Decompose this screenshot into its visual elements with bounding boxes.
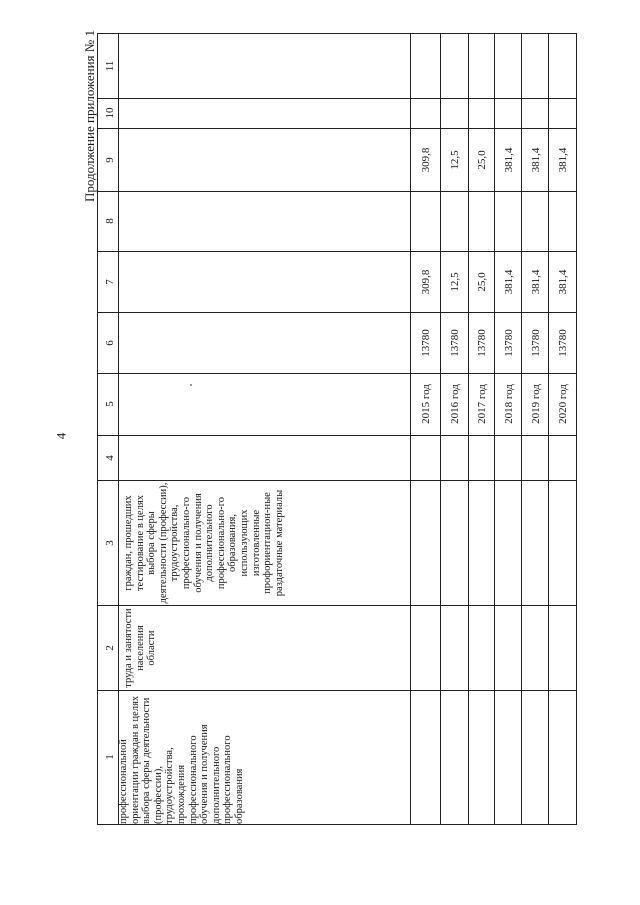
value-cell-col9: 25,0: [476, 150, 488, 170]
header-col-10: 10: [104, 107, 116, 119]
year-cell: 2019 год: [530, 384, 542, 424]
value-cell-col6: 13780: [449, 329, 461, 357]
header-col-9: 9: [104, 157, 116, 163]
value-cell-col7: 381,4: [530, 269, 542, 295]
value-cell-col7: 381,4: [557, 269, 569, 295]
header-col-3: 3: [104, 540, 116, 546]
header-col-7: 7: [104, 279, 116, 285]
value-cell-col6: 13780: [530, 329, 542, 357]
header-col-4: 4: [104, 455, 116, 461]
year-cell: 2016 год: [449, 384, 461, 424]
value-cell-col9: 12,5: [449, 150, 461, 170]
cell-col3-main: граждан, прошедших тестирование в целях выбора сферы деятельности (профессии), трудоустройства, профессионально-го обучения и получения дополнительного профессионально-го образования, использующих изготовленные профориентацион-ные раздаточные материалы: [123, 482, 285, 604]
header-col-11: 11: [104, 60, 116, 72]
value-cell-col9: 381,4: [557, 147, 569, 173]
appendix-label: Продолжение приложения № 1: [82, 30, 97, 202]
year-cell: 2020 год: [557, 384, 569, 424]
value-cell-col7: 309,8: [420, 269, 432, 295]
header-col-5: 5: [104, 401, 116, 407]
year-cell: 2017 год: [476, 384, 488, 424]
header-col-6: 6: [104, 340, 116, 346]
value-cell-col6: 13780: [503, 329, 515, 357]
cell-col2-main: труда и занятости населения области: [123, 608, 158, 688]
value-cell-col9: 309,8: [420, 147, 432, 173]
header-col-2: 2: [104, 645, 116, 651]
value-cell-col6: 13780: [420, 329, 432, 357]
year-cell: 2018 год: [503, 384, 515, 424]
value-cell-col6: 13780: [476, 329, 488, 357]
value-cell-col9: 381,4: [503, 147, 515, 173]
header-col-8: 8: [104, 218, 116, 224]
value-cell-col7: 12,5: [449, 272, 461, 292]
year-cell: 2015 год: [420, 384, 432, 424]
page-number: 4: [53, 432, 69, 440]
value-cell-col6: 13780: [557, 329, 569, 357]
value-cell-col7: 381,4: [503, 269, 515, 295]
cell-col1-main: профессиональной ориентации граждан в целях выбора сферы деятельности (профессии), трудоустройства, прохождения профессионального обучения и получения дополнительного профессионального образования: [118, 695, 245, 824]
header-col-1: 1: [104, 754, 116, 760]
value-cell-col9: 381,4: [530, 147, 542, 173]
value-cell-col7: 25,0: [476, 272, 488, 292]
